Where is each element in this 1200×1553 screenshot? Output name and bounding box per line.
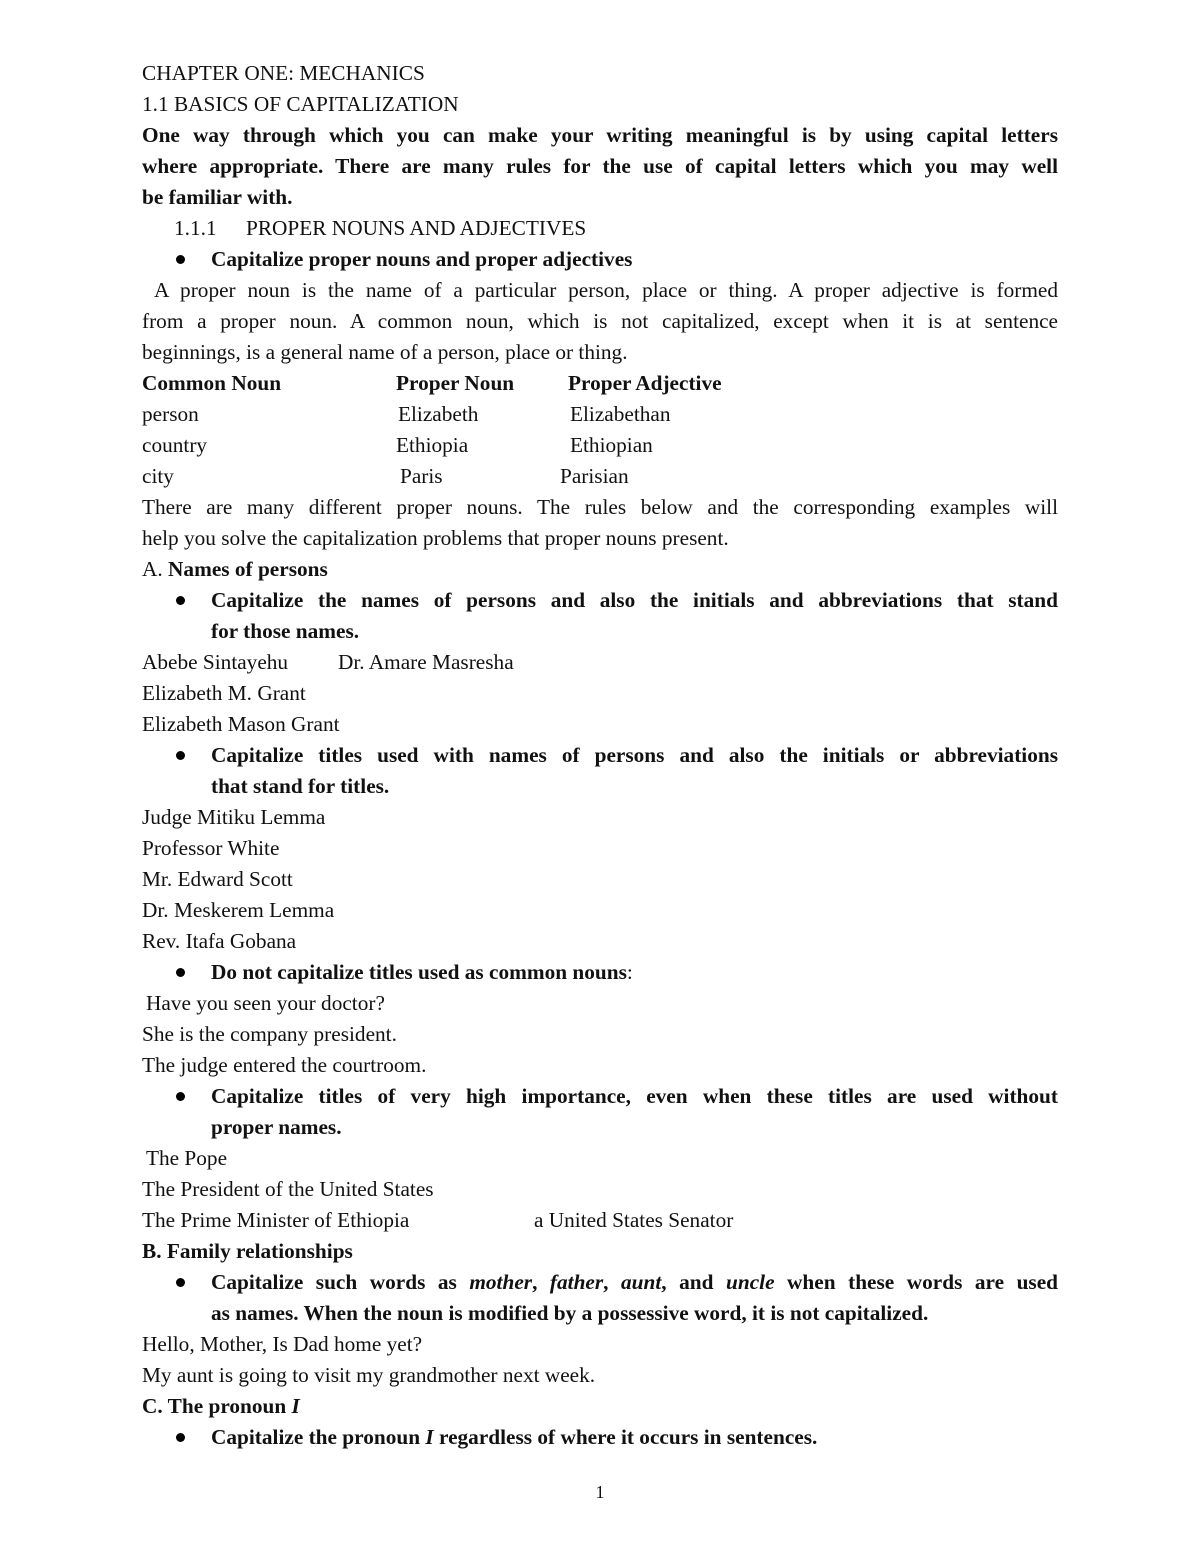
example-title: Professor White [142,836,280,860]
example-title: Judge Mitiku Lemma [142,805,326,829]
bullet-text: Capitalize proper nouns and proper adjectives [211,247,633,271]
example-title: Mr. Edward Scott [142,867,293,891]
bullet-proper-nouns [142,244,1058,275]
example-title: Rev. Itafa Gobana [142,929,297,953]
example-name: Elizabeth Mason Grant [142,712,340,736]
noun-table-header [142,368,1058,399]
table-cell: Paris [400,464,443,488]
example-sentence: Hello, Mother, Is Dad home yet? [142,1332,423,1356]
example-name: Elizabeth M. Grant [142,681,306,705]
bullet-text-part: regardless of where it occurs in sentences. [433,1425,818,1449]
example-high-title: The President of the United States [142,1177,434,1201]
bullet-text-part: , and [661,1270,727,1294]
example-high-title: a United States Senator [534,1208,734,1232]
example-sentence: My aunt is going to visit my grandmother next week. [142,1363,596,1387]
subsection-title: PROPER NOUNS AND ADJECTIVES [246,216,587,240]
bullet-family [142,1267,1058,1329]
bullet-text: for those names. [211,619,360,643]
bullet-text-part: Capitalize the pronoun [211,1425,426,1449]
bullet-text-part: when these words are used [774,1270,1059,1294]
intro-line-3: be familiar with. [142,185,293,209]
example-sentence: The judge entered the courtroom. [142,1053,427,1077]
subsection-number: 1.1.1 [174,216,217,240]
page-number: 1 [595,1482,605,1502]
bullet-text: Do not capitalize titles used as common nouns [211,960,627,984]
intro-line-2: where appropriate. There are many rules for the use of capital letters which you may well [142,154,1058,178]
section-a-title: Names of persons [168,557,328,581]
para1-line-1: A proper noun is the name of a particular person, place or thing. A proper adjective is formed [154,278,1058,302]
table-cell: city [142,464,174,488]
example-high-title: The Pope [146,1146,228,1170]
bullet-text: Capitalize titles used with names of persons and also the initials or abbreviations [211,743,1058,767]
example-names-row [142,647,1058,678]
table-cell: Ethiopia [396,433,469,457]
intro-line-1: One way through which you can make your writing meaningful is by using capital letters [142,123,1058,147]
para2-line-2: help you solve the capitalization problems that proper nouns present. [142,526,729,550]
example-sentence: Have you seen your doctor? [146,991,385,1015]
bullet-icon [176,1278,185,1287]
bullet-text: Capitalize the names of persons and also the initials and abbreviations that stand [211,588,1058,612]
bullet-icon [176,1433,185,1442]
para1-line-3: beginnings, is a general name of a person, place or thing. [142,340,628,364]
header-proper-adjective: Proper Adjective [568,371,722,395]
section-a-heading [142,554,1058,585]
section-c-pronoun: I [291,1394,300,1418]
document-page [142,58,1058,1453]
section-title: 1.1 BASICS OF CAPITALIZATION [142,92,459,116]
example-name: Abebe Sintayehu [142,650,289,674]
example-word-aunt: aunt [621,1270,662,1294]
table-row [142,461,1058,492]
table-cell: Parisian [560,464,629,488]
bullet-text: Capitalize titles of very high importance, even when these titles are used without [211,1084,1058,1108]
section-b-title: B. Family relationships [142,1239,353,1263]
bullet-colon: : [626,960,633,984]
bullet-icon [176,1092,185,1101]
bullet-titles [142,740,1058,802]
chapter-title: CHAPTER ONE: MECHANICS [142,61,425,85]
section-c-title: C. The pronoun [142,1394,292,1418]
bullet-text: as names. When the noun is modified by a possessive word, it is not capitalized. [211,1301,929,1325]
table-row [142,430,1058,461]
table-cell: Elizabethan [570,402,671,426]
bullet-icon [176,968,185,977]
bullet-icon [176,751,185,760]
table-cell: person [142,402,199,426]
bullet-text-part: , [532,1270,550,1294]
table-cell: country [142,433,208,457]
example-name: Dr. Amare Masresha [338,650,514,674]
example-word-mother: mother [469,1270,533,1294]
header-proper-noun: Proper Noun [396,371,515,395]
bullet-common-titles [142,957,1058,988]
example-sentence: She is the company president. [142,1022,397,1046]
bullet-text: that stand for titles. [211,774,390,798]
example-high-title-row [142,1205,1058,1236]
bullet-icon [176,596,185,605]
bullet-icon [176,255,185,264]
table-row [142,399,1058,430]
bullet-text [211,1267,1058,1298]
example-title: Dr. Meskerem Lemma [142,898,335,922]
bullet-text-part: Capitalize such words as [211,1270,470,1294]
para1-line-2: from a proper noun. A common noun, which is not capitalized, except when it is at sentence [142,309,1058,333]
para2-line-1: There are many different proper nouns. The rules below and the corresponding examples will [142,495,1058,519]
pronoun-i: I [425,1425,434,1449]
bullet-text-part: , [603,1270,622,1294]
header-common-noun: Common Noun [142,371,282,395]
subsection-heading [142,213,1058,244]
section-c-heading [142,1391,1058,1422]
example-word-father: father [549,1270,604,1294]
example-word-uncle: uncle [726,1270,775,1294]
table-cell: Elizabeth [398,402,479,426]
bullet-high-titles [142,1081,1058,1143]
example-high-title: The Prime Minister of Ethiopia [142,1208,410,1232]
bullet-pronoun-i [142,1422,1058,1453]
table-cell: Ethiopian [570,433,653,457]
bullet-text: proper names. [211,1115,342,1139]
bullet-names [142,585,1058,647]
section-a-letter: A. [142,557,163,581]
